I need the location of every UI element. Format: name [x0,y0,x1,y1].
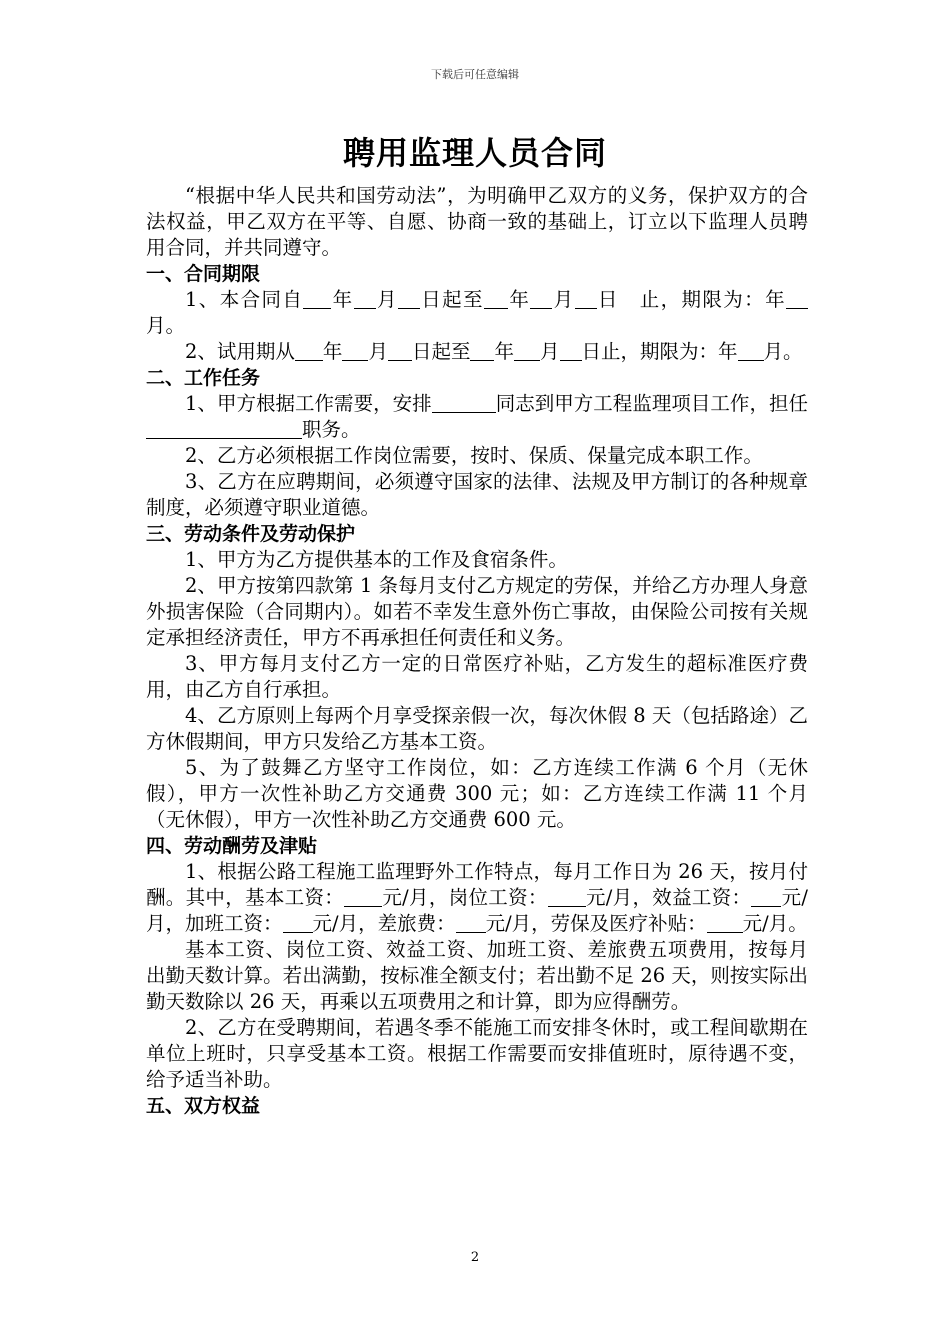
section-2-heading: 二、工作任务 [146,367,261,389]
winter-break-paragraph: 2、乙方在受聘期间，若遇冬季不能施工而安排冬休时，或工程间歇期在单位上班时，只享受基本工资。根据工作需要而安排值班时，原待遇不变，给予适当补助。 [146,1016,808,1091]
page-number: 2 [470,1250,480,1265]
transport-subsidy-paragraph: 5、为了鼓舞乙方坚守工作岗位，如：乙方连续工作满 6 个月（无休假），甲方一次性补助乙方交通费 300 元；如：乙方连续工作满 11 个月（无休假），甲方一次性补助乙方交通费 600 元。 [146,756,808,831]
section-3-heading: 三、劳动条件及劳动保护 [146,523,356,545]
rules-paragraph: 3、乙方在应聘期间，必须遵守国家的法律、法规及甲方制订的各种规章制度，必须遵守职业道德。 [146,470,808,519]
salary-paragraph: 1、根据公路工程施工监理野外工作特点，每月工作日为 26 天，按月付酬。其中，基本工资： 元/月，岗位工资： 元/月，效益工资： 元/月，加班工资： 元/月，差旅费： 元/月，劳保及医疗补贴： 元/月。 [146,860,808,935]
document-title: 聘用监理人员合同 [342,134,607,172]
intro-paragraph: “根据中华人民共和国劳动法”，为明确甲乙双方的义务，保护双方的合法权益，甲乙双方在平等、自愿、协商一致的基础上，订立以下监理人员聘用合同，并共同遵守。 [146,184,808,259]
assignment-paragraph: 1、甲方根据工作需要，安排 同志到甲方工程监理项目工作，担任职务。 [146,391,808,443]
leave-paragraph: 4、乙方原则上每两个月享受探亲假一次，每次休假 8 天（包括路途）乙方休假期间，甲方只发给乙方基本工资。 [146,704,808,753]
salary-calculation-paragraph: 基本工资、岗位工资、效益工资、加班工资、差旅费五项费用，按每月出勤天数计算。若出满勤，按标准全额支付；若出勤不足 26 天，则按实际出勤天数除以 26 天，再乘以五项费用之和计算，即为应得酬劳。 [146,938,808,1013]
probation-paragraph: 2、试用期从 年 月 日起至 年 月 日止，期限为：年 月。 [185,340,803,363]
insurance-paragraph: 2、甲方按第四款第 1 条每月支付乙方规定的劳保，并给乙方办理人身意外损害保险（合同期内）。如若不幸发生意外伤亡事故，由保险公司按有关规定承担经济责任，甲方不再承担任何责任和义务。 [146,574,808,649]
document-body [146,183,808,1119]
conditions-paragraph: 1、甲方为乙方提供基本的工作及食宿条件。 [185,548,568,571]
section-5-heading: 五、双方权益 [146,1095,261,1117]
duty-paragraph: 2、乙方必须根据工作岗位需要，按时、保质、保量完成本职工作。 [185,444,763,467]
medical-paragraph: 3、甲方每月支付乙方一定的日常医疗补贴，乙方发生的超标准医疗费用，由乙方自行承担。 [146,652,808,701]
section-4-heading: 四、劳动酬劳及津贴 [146,835,318,857]
page-header: 下载后可任意编辑 [431,68,519,81]
contract-term-paragraph: 1、本合同自 年 月 日起至 年 月 日 止，期限为：年月。 [146,287,808,339]
section-1-heading: 一、合同期限 [146,263,261,285]
